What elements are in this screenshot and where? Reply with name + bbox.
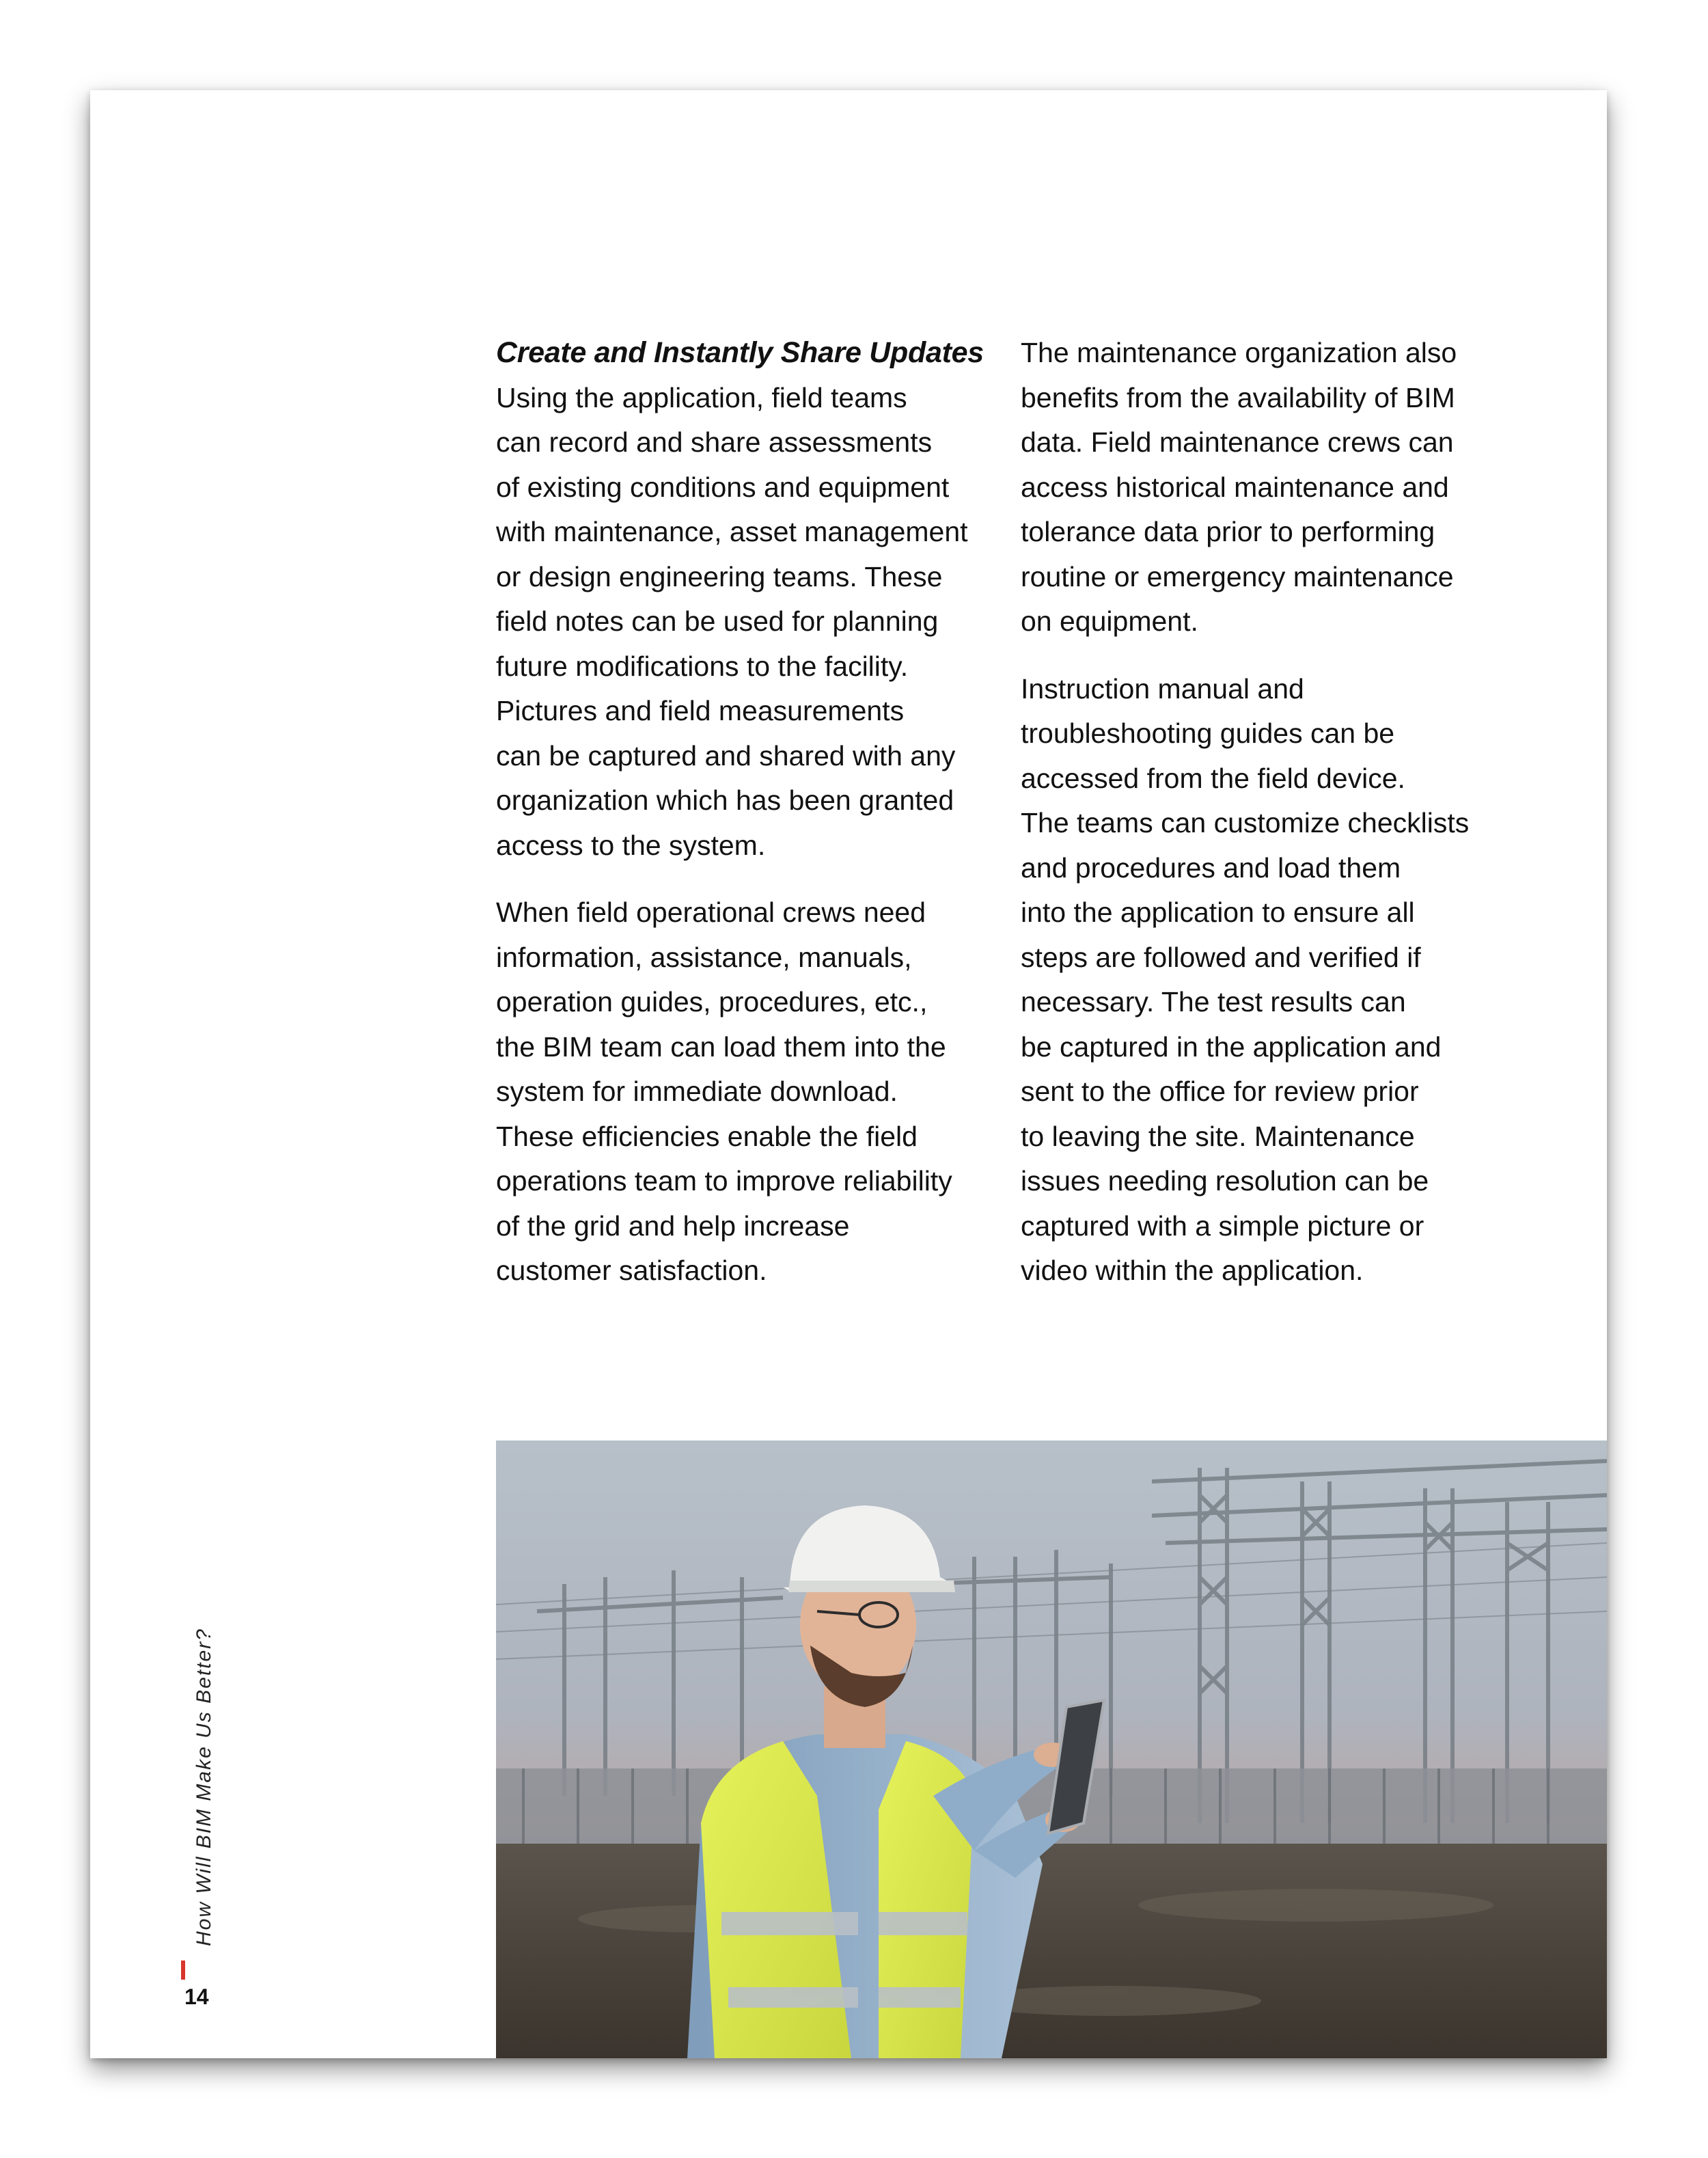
left-paragraph-1 — [496, 376, 1015, 869]
text-line: future modifications to the facility. — [496, 650, 909, 682]
text-line: operation guides, procedures, etc., — [496, 986, 928, 1017]
text-line: necessary. The test results can — [1021, 986, 1406, 1017]
section-heading: Create and Instantly Share Updates — [496, 336, 984, 369]
text-line: captured with a simple picture or — [1021, 1210, 1424, 1242]
text-line: steps are followed and verified if — [1021, 941, 1421, 973]
text-line: can record and share assessments — [496, 426, 933, 458]
text-line: on equipment. — [1021, 605, 1198, 637]
text-line: The teams can customize checklists — [1021, 807, 1470, 838]
text-line: Instruction manual and — [1021, 672, 1304, 705]
page-number: 14 — [184, 1984, 209, 2009]
text-line: of existing conditions and equipment — [496, 471, 950, 503]
engineer-with-tablet-icon — [496, 1440, 1607, 2058]
text-line: issues needing resolution can be — [1021, 1165, 1429, 1197]
text-line: customer satisfaction. — [496, 1255, 767, 1286]
text-line: of the grid and help increase — [496, 1210, 850, 1242]
right-paragraph-2 — [1021, 667, 1540, 1294]
text-line: system for immediate download. — [496, 1076, 898, 1107]
text-line: access to the system. — [496, 829, 766, 861]
text-line: troubleshooting guides can be — [1021, 718, 1395, 749]
text-line: to leaving the site. Maintenance — [1021, 1120, 1415, 1152]
text-line: be captured in the application and — [1021, 1030, 1442, 1063]
left-column — [496, 331, 1015, 1316]
section-side-label: How Will BIM Make Us Better? — [193, 1628, 215, 1946]
text-line: accessed from the field device. — [1021, 762, 1405, 794]
text-line: the BIM team can load them into the — [496, 1030, 946, 1063]
text-line: video within the application. — [1021, 1255, 1364, 1286]
text-line: or design engineering teams. These — [496, 560, 943, 592]
text-line: with maintenance, asset management — [496, 516, 968, 547]
text-line: routine or emergency maintenance — [1021, 560, 1454, 592]
text-line: data. Field maintenance crews can — [1021, 426, 1454, 458]
document-page — [90, 90, 1607, 2058]
right-paragraph-1 — [1021, 331, 1540, 644]
text-line: Pictures and field measurements — [496, 695, 905, 726]
text-line: tolerance data prior to performing — [1021, 516, 1435, 547]
text-line: When field operational crews need — [496, 897, 926, 928]
text-line: field notes can be used for planning — [496, 605, 939, 637]
engineer-photo — [496, 1440, 1607, 2058]
text-line: access historical maintenance and — [1021, 471, 1449, 503]
text-line: benefits from the availability of BIM — [1021, 381, 1455, 413]
text-line: into the application to ensure all — [1021, 897, 1415, 928]
accent-rule — [181, 1961, 185, 1980]
text-line: The maintenance organization also — [1021, 337, 1457, 368]
right-column — [1021, 331, 1540, 1316]
text-line: information, assistance, manuals, — [496, 941, 912, 973]
text-line: can be captured and shared with any — [496, 739, 956, 771]
text-line: operations team to improve reliability — [496, 1165, 952, 1197]
text-line: Using the application, field teams — [496, 381, 907, 413]
text-line: organization which has been granted — [496, 784, 954, 816]
left-paragraph-2 — [496, 890, 1015, 1294]
text-line: sent to the office for review prior — [1021, 1076, 1419, 1107]
text-line: These efficiencies enable the field — [496, 1120, 918, 1152]
text-line: and procedures and load them — [1021, 851, 1401, 884]
